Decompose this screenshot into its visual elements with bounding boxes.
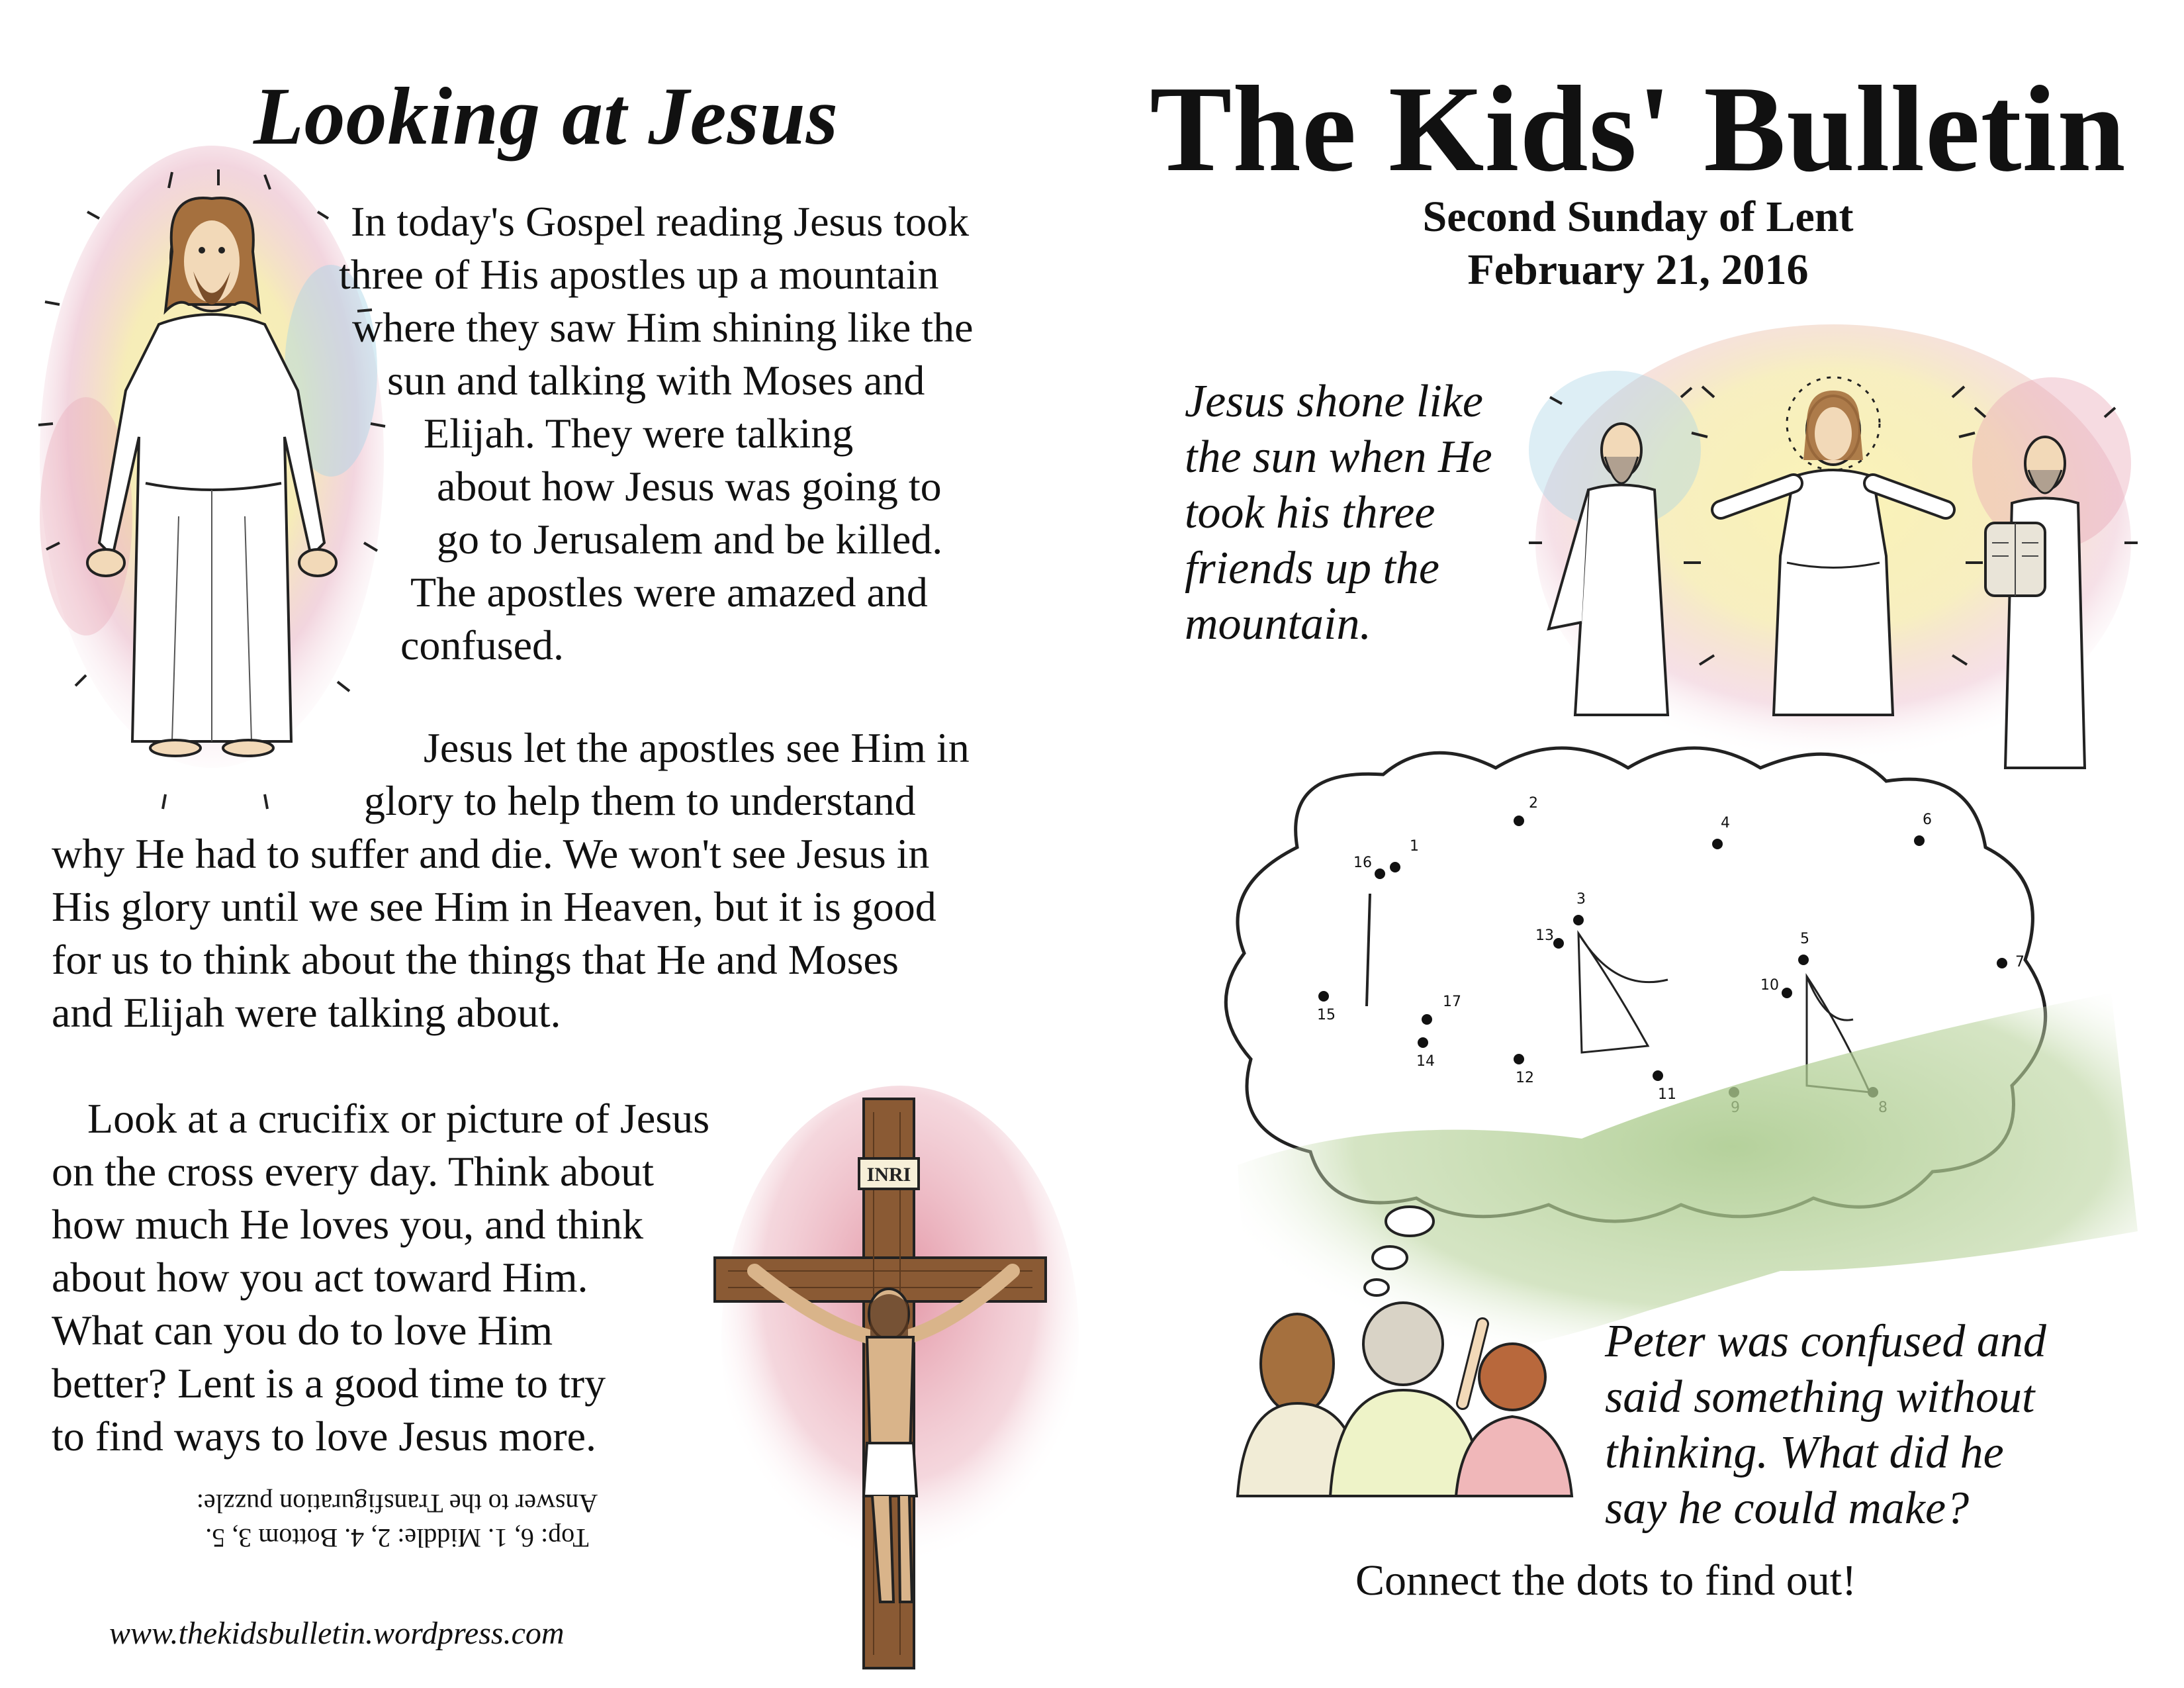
dot-5 bbox=[1798, 955, 1809, 965]
dot-10 bbox=[1782, 988, 1792, 998]
dot-label-5: 5 bbox=[1800, 931, 1809, 947]
para1-line-3: where they saw Him shining like the bbox=[352, 304, 974, 351]
dot-label-11: 11 bbox=[1658, 1086, 1676, 1103]
caption-bottom-line-1: Peter was confused and bbox=[1605, 1316, 2046, 1367]
para1-line-4: sun and talking with Moses and bbox=[387, 357, 925, 404]
caption-top-line-4: friends up the bbox=[1185, 543, 1439, 594]
dot-label-1: 1 bbox=[1410, 838, 1419, 855]
dot-13 bbox=[1553, 938, 1564, 949]
para3-line-3: how much He loves you, and think bbox=[52, 1201, 644, 1248]
dot-15 bbox=[1318, 991, 1329, 1002]
dot-label-15: 15 bbox=[1317, 1007, 1336, 1023]
para2-line-5: for us to think about the things that He and Moses bbox=[52, 936, 899, 983]
para2-line-2: glory to help them to understand bbox=[364, 777, 916, 824]
dot-label-14: 14 bbox=[1416, 1053, 1435, 1070]
inri-sign: INRI bbox=[866, 1164, 911, 1186]
dot-7 bbox=[1997, 958, 2007, 968]
website-url: www.thekidsbulletin.wordpress.com bbox=[109, 1616, 565, 1651]
para1-line-9: confused. bbox=[400, 622, 565, 669]
para1-line-2: three of His apostles up a mountain bbox=[339, 251, 939, 298]
para1-line-1: In today's Gospel reading Jesus took bbox=[351, 198, 970, 245]
caption-top-line-2: the sun when He bbox=[1185, 432, 1492, 483]
para3-line-4: about how you act toward Him. bbox=[52, 1254, 588, 1301]
para1-line-8: The apostles were amazed and bbox=[410, 569, 928, 616]
bulletin-subtitle: Second Sunday of Lent bbox=[1422, 193, 1854, 241]
caption-bottom-line-3: thinking. What did he bbox=[1605, 1427, 2004, 1478]
caption-top-line-3: took his three bbox=[1185, 487, 1435, 538]
para3-line-2: on the cross every day. Think about bbox=[52, 1148, 654, 1195]
dot-3 bbox=[1573, 915, 1584, 925]
para1-line-7: go to Jerusalem and be killed. bbox=[437, 516, 943, 563]
left-title: Looking at Jesus bbox=[253, 71, 839, 162]
answer-line-2: Top: 6, 1. Middle: 2, 4. Bottom 3, 5. bbox=[205, 1523, 589, 1553]
bulletin-title: The Kids' Bulletin bbox=[1150, 61, 2126, 197]
caption-bottom-line-4: say he could make? bbox=[1605, 1483, 1970, 1534]
dot-label-3: 3 bbox=[1576, 891, 1586, 908]
puzzle-answer bbox=[146, 1486, 649, 1555]
dot-1 bbox=[1390, 862, 1400, 872]
caption-bottom-line-2: said something without bbox=[1605, 1372, 2035, 1423]
dot-label-17: 17 bbox=[1443, 994, 1461, 1010]
transfiguration-illustration bbox=[1535, 344, 2131, 794]
dot-label-16: 16 bbox=[1353, 855, 1372, 871]
dot-label-2: 2 bbox=[1529, 795, 1538, 812]
dot-label-13: 13 bbox=[1535, 927, 1554, 944]
para2-line-3: why He had to suffer and die. We won't see Jesus in bbox=[52, 830, 930, 877]
dot-label-10: 10 bbox=[1760, 977, 1779, 994]
caption-top-line-1: Jesus shone like bbox=[1185, 376, 1483, 427]
para1-line-6: about how Jesus was going to bbox=[437, 463, 942, 510]
dot-label-7: 7 bbox=[2015, 954, 2025, 970]
bulletin-date: February 21, 2016 bbox=[1467, 246, 1809, 294]
caption-top-line-5: mountain. bbox=[1185, 598, 1371, 649]
para3-line-7: to find ways to love Jesus more. bbox=[52, 1413, 596, 1460]
para3-line-5: What can you do to love Him bbox=[52, 1307, 553, 1354]
answer-line-1: Answer to the Transfiguration puzzle: bbox=[196, 1489, 598, 1519]
dot-label-6: 6 bbox=[1923, 812, 1932, 828]
dot-17 bbox=[1422, 1014, 1432, 1025]
dot-label-4: 4 bbox=[1721, 815, 1730, 831]
para2-line-4: His glory until we see Him in Heaven, but it is good bbox=[52, 883, 936, 930]
dot-2 bbox=[1514, 816, 1524, 826]
para2-line-6: and Elijah were talking about. bbox=[52, 989, 561, 1036]
para3-line-6: better? Lent is a good time to try bbox=[52, 1360, 606, 1407]
connect-dots-instruction: Connect the dots to find out! bbox=[1355, 1556, 1857, 1605]
para3-line-1: Look at a crucifix or picture of Jesus bbox=[87, 1095, 710, 1142]
dot-label-12: 12 bbox=[1516, 1070, 1534, 1086]
crucifix-illustration bbox=[702, 1086, 1072, 1675]
para1-line-5: Elijah. They were talking bbox=[424, 410, 854, 457]
dot-16 bbox=[1375, 868, 1385, 879]
para2-line-1: Jesus let the apostles see Him in bbox=[424, 724, 970, 771]
dot-4 bbox=[1712, 839, 1723, 849]
dot-6 bbox=[1914, 835, 1925, 846]
